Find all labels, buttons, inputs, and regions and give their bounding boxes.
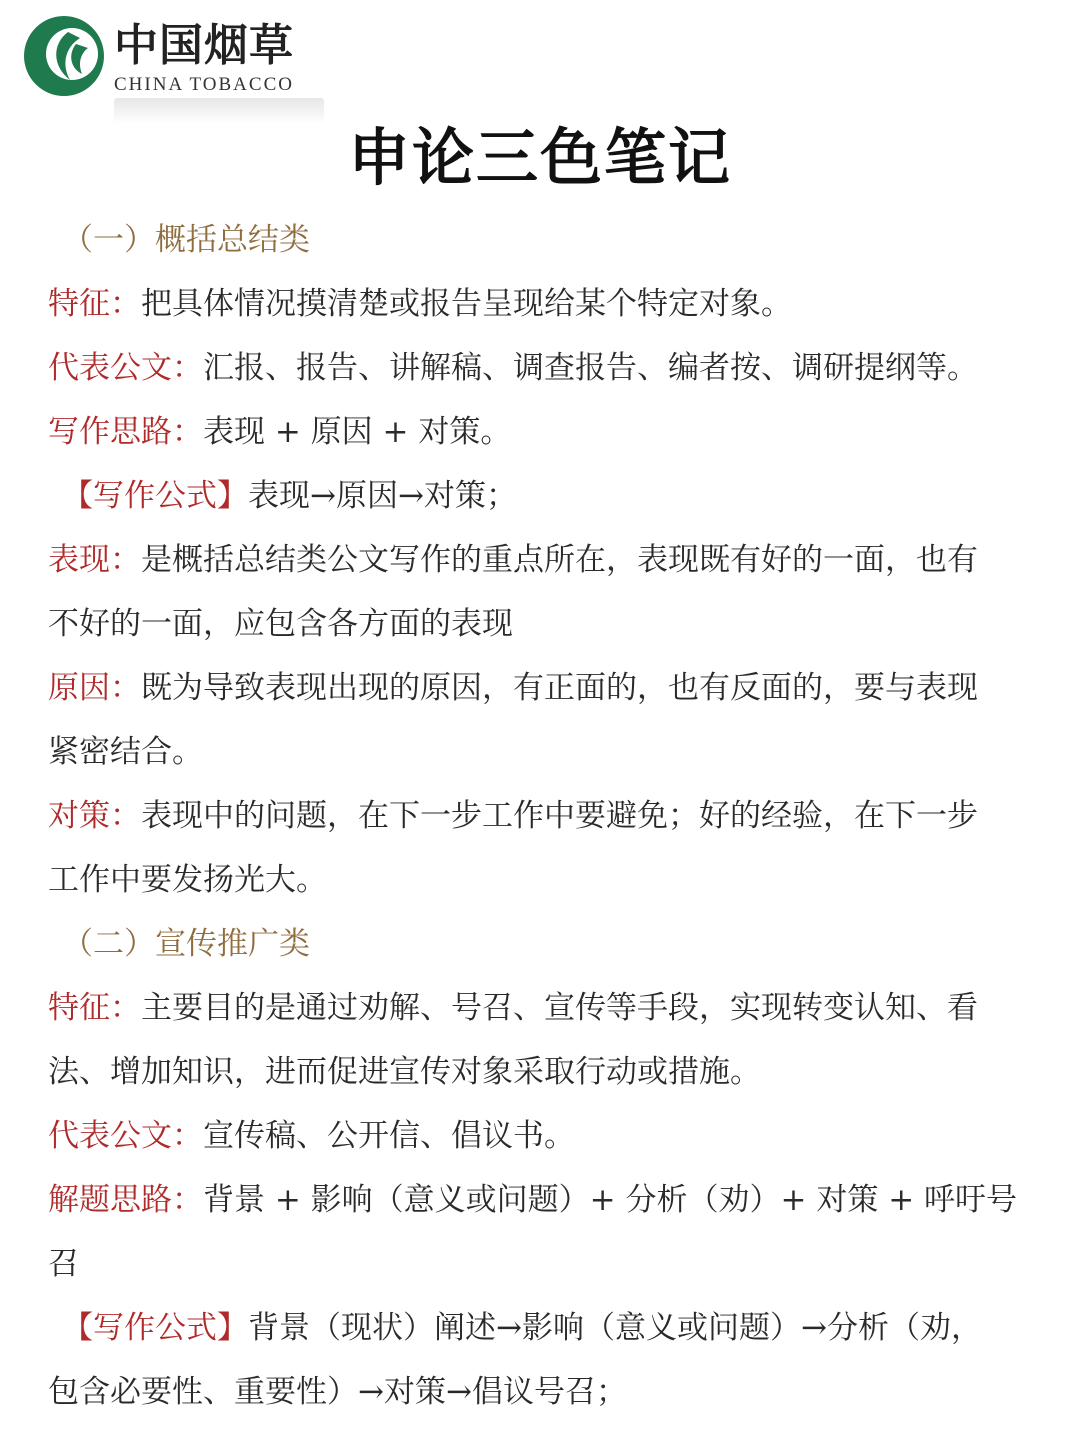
line-text: 背景（现状）阐述→影响（意义或问题）→分析（劝， xyxy=(248,1310,982,1346)
note-line xyxy=(48,528,1018,592)
section-title: （一）概括总结类 xyxy=(62,222,310,258)
note-line xyxy=(48,592,1018,656)
logo-chinese-text: 中国烟草 xyxy=(114,20,294,71)
line-label: 对策： xyxy=(48,798,141,834)
line-label: 特征： xyxy=(48,990,141,1026)
china-tobacco-leaf-icon xyxy=(22,14,106,98)
line-label: 解题思路： xyxy=(48,1182,203,1218)
line-text: 把具体情况摸清楚或报告呈现给某个特定对象。 xyxy=(141,286,792,322)
note-line xyxy=(48,272,1018,336)
note-line xyxy=(48,1232,1018,1296)
note-line xyxy=(48,656,1018,720)
line-label: 表现： xyxy=(48,542,141,578)
logo xyxy=(22,14,322,124)
formula-label: 【写作公式】 xyxy=(62,1310,248,1346)
note-line xyxy=(48,1360,1018,1424)
line-text: 召 xyxy=(48,1246,79,1282)
line-label: 特征： xyxy=(48,286,141,322)
line-label: 代表公文： xyxy=(48,1118,203,1154)
section-heading xyxy=(48,912,1018,976)
note-line xyxy=(48,1104,1018,1168)
page-title: 申论三色笔记 xyxy=(347,121,732,194)
line-text: 既为导致表现出现的原因，有正面的，也有反面的，要与表现 xyxy=(141,670,978,706)
section-heading xyxy=(48,208,1018,272)
section-title: （二）宣传推广类 xyxy=(62,926,310,962)
line-label: 代表公文： xyxy=(48,350,203,386)
note-line xyxy=(48,1040,1018,1104)
note-line xyxy=(48,1168,1018,1232)
line-label: 原因： xyxy=(48,670,141,706)
note-line xyxy=(48,848,1018,912)
line-text: 紧密结合。 xyxy=(48,734,203,770)
note-line xyxy=(48,464,1018,528)
logo-english-text: CHINA TOBACCO xyxy=(114,74,294,95)
line-text: 背景 + 影响（意义或问题）+ 分析（劝）+ 对策 + 呼吁号 xyxy=(203,1182,1018,1218)
line-text: 是概括总结类公文写作的重点所在，表现既有好的一面，也有 xyxy=(141,542,978,578)
line-text: 法、增加知识，进而促进宣传对象采取行动或措施。 xyxy=(48,1054,761,1090)
note-line xyxy=(48,784,1018,848)
note-line xyxy=(48,336,1018,400)
notes-content xyxy=(48,208,1018,1424)
line-text: 表现中的问题，在下一步工作中要避免；好的经验，在下一步 xyxy=(141,798,978,834)
line-text: 表现 + 原因 + 对策。 xyxy=(203,414,512,450)
line-label: 写作思路： xyxy=(48,414,203,450)
line-text: 包含必要性、重要性）→对策→倡议号召； xyxy=(48,1374,627,1410)
note-line xyxy=(48,400,1018,464)
line-text: 表现→原因→对策； xyxy=(248,478,517,514)
note-line xyxy=(48,720,1018,784)
line-text: 汇报、报告、讲解稿、调查报告、编者按、调研提纲等。 xyxy=(203,350,978,386)
formula-label: 【写作公式】 xyxy=(62,478,248,514)
note-line xyxy=(48,976,1018,1040)
line-text: 主要目的是通过劝解、号召、宣传等手段，实现转变认知、看 xyxy=(141,990,978,1026)
line-text: 宣传稿、公开信、倡议书。 xyxy=(203,1118,575,1154)
line-text: 不好的一面，应包含各方面的表现 xyxy=(48,606,513,642)
note-line xyxy=(48,1296,1018,1360)
line-text: 工作中要发扬光大。 xyxy=(48,862,327,898)
